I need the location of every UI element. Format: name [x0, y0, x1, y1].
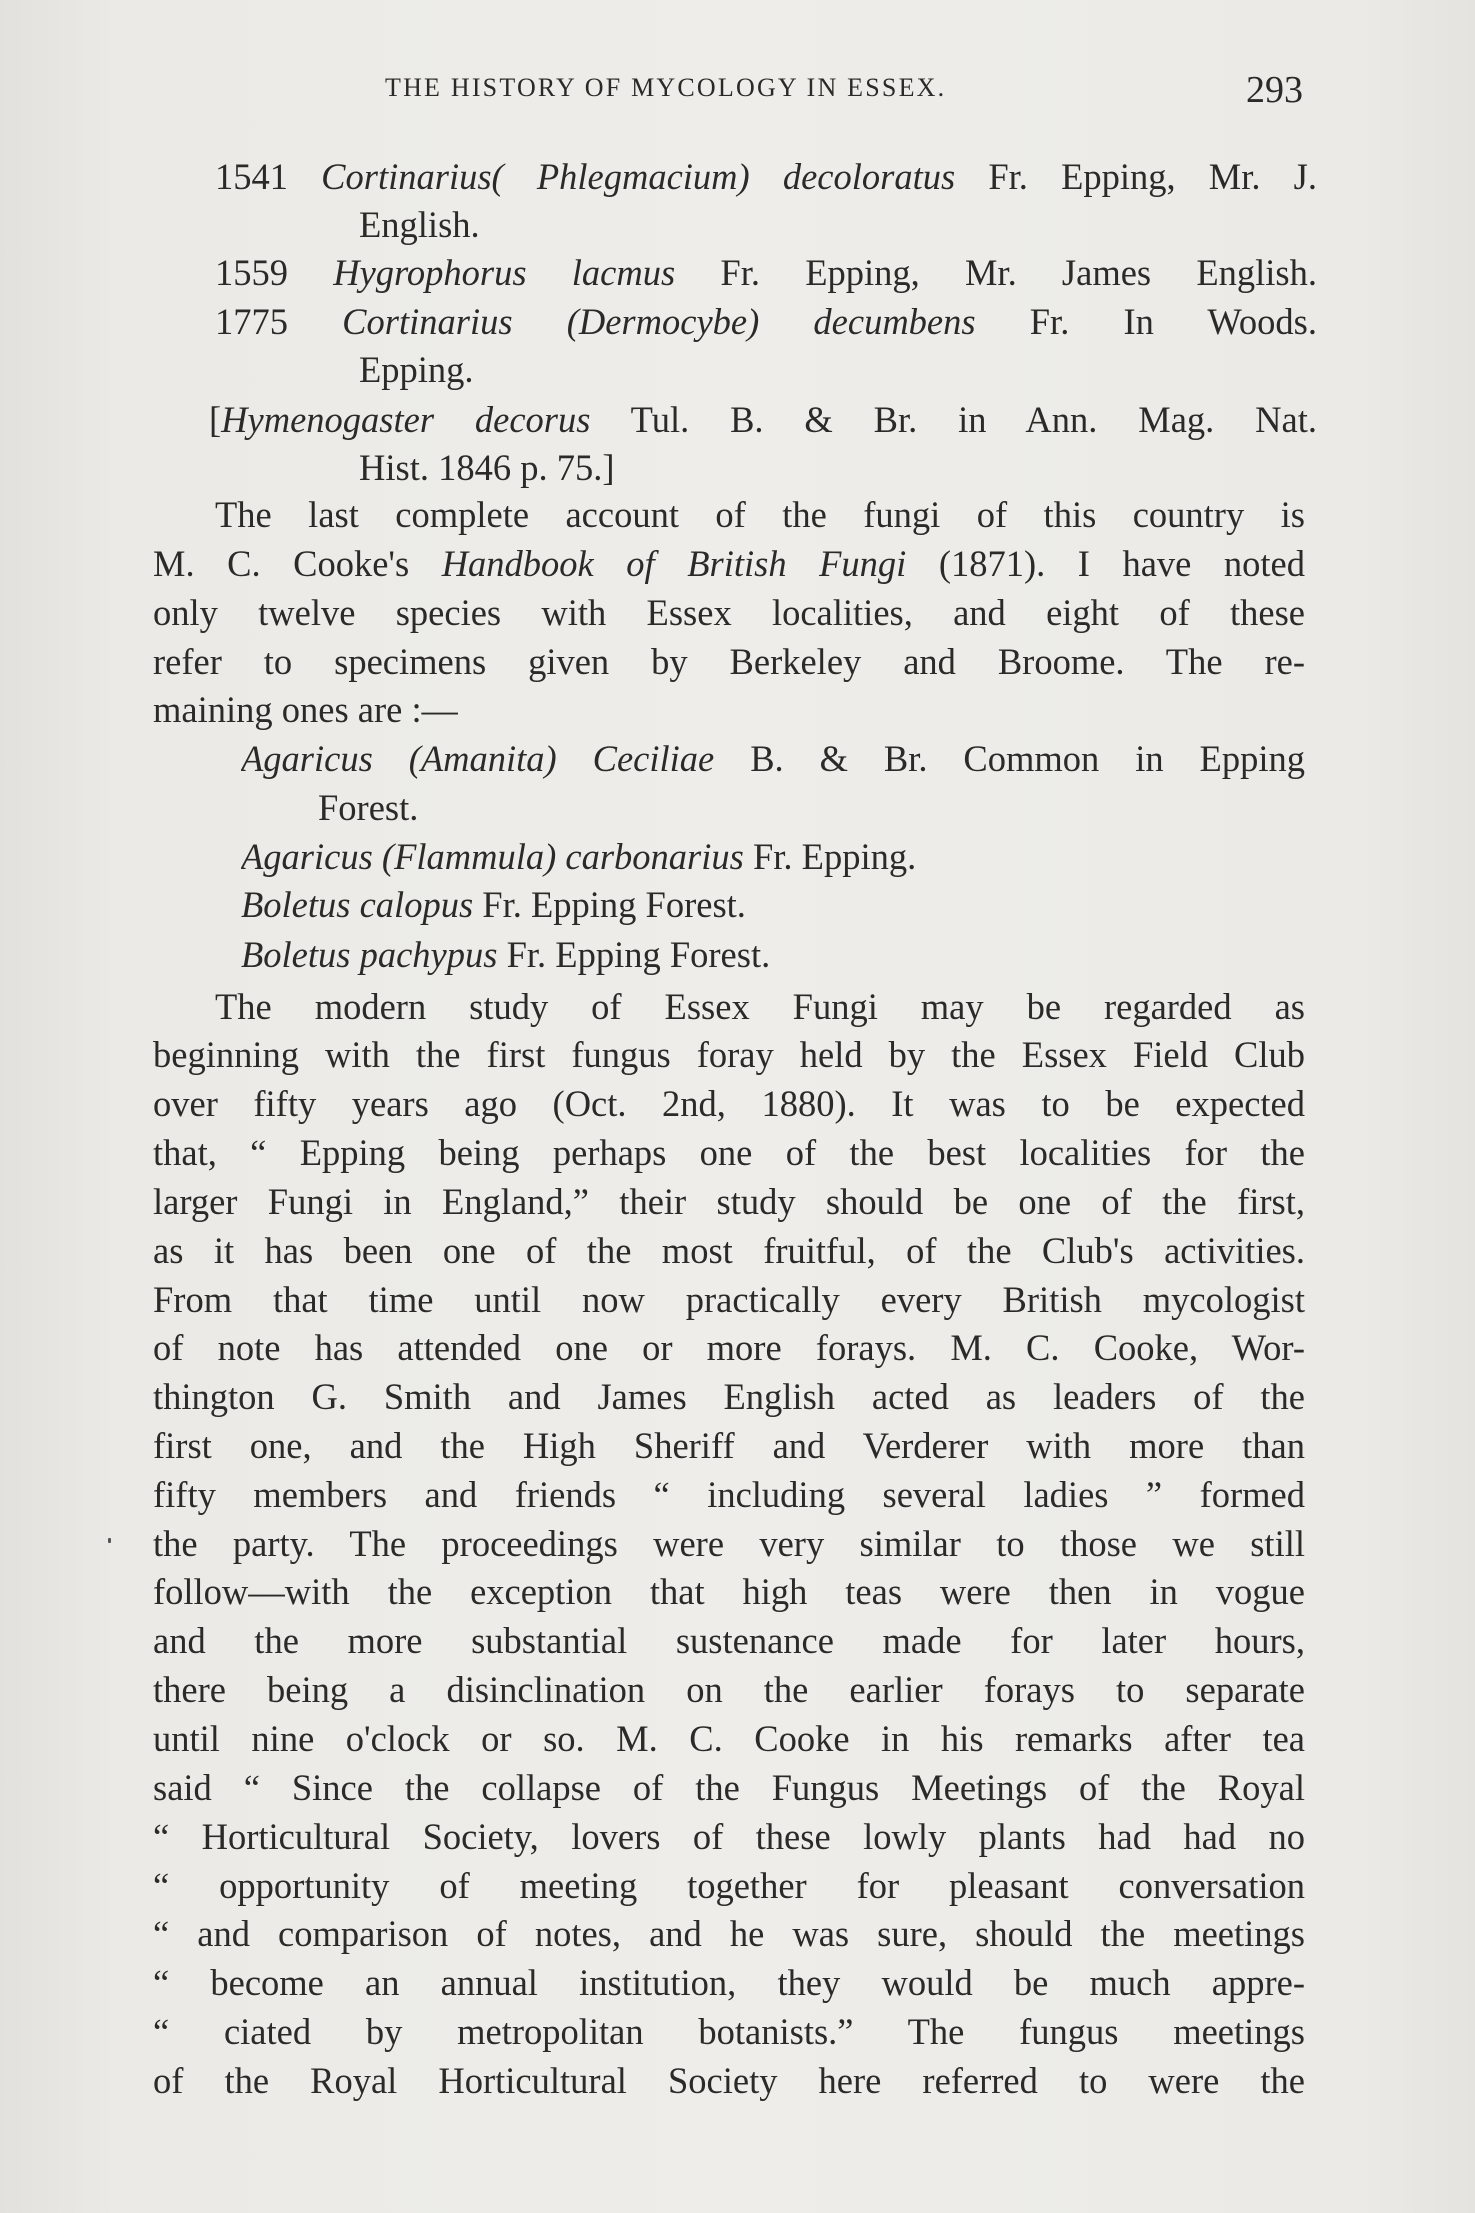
record-text: Fr. In Woods. [975, 301, 1317, 342]
paragraph-line: maining ones are :— [153, 689, 459, 730]
paragraph-line: over fifty years ago (Oct. 2nd, 1880). It was to be expected [153, 1083, 1305, 1124]
paragraph-line: “ become an annual institution, they would be much appre- [153, 1962, 1305, 2003]
species-text: Fr. Epping Forest. [473, 884, 746, 925]
paragraph-line: as it has been one of the most fruitful, of the Club's activities. [153, 1230, 1305, 1271]
species-line [241, 881, 746, 929]
record-number: 1559 [215, 252, 288, 293]
paragraph-line: said “ Since the collapse of the Fungus Meetings of the Royal [153, 1767, 1305, 1808]
species-name: Boletus pachypus [241, 934, 498, 975]
paragraph-line: The modern study of Essex Fungi may be regarded as [215, 986, 1305, 1027]
paragraph-line: only twelve species with Essex localities, and eight of these [153, 592, 1305, 633]
species-text: Fr. Epping Forest. [497, 934, 771, 975]
paragraph-line: of the Royal Horticultural Society here referred to were the [153, 2060, 1305, 2101]
species-continuation: Forest. [318, 787, 419, 828]
paragraph-line: first one, and the High Sheriff and Verderer with more than [153, 1425, 1305, 1466]
record-text: Fr. Epping, Mr. James English. [675, 252, 1317, 293]
species-name: Boletus calopus [241, 884, 474, 925]
record-line [215, 153, 1317, 201]
record-text: Fr. Epping, Mr. J. [955, 156, 1317, 197]
paragraph-line: larger Fungi in England,” their study should be one of the first, [153, 1181, 1305, 1222]
record-number: 1541 [215, 156, 288, 197]
paragraph-line: “ opportunity of meeting together for pleasant conversation [153, 1865, 1305, 1906]
record-line [215, 249, 1317, 297]
species-name: Agaricus (Flammula) carbonarius [241, 836, 744, 877]
species-line [241, 735, 1305, 783]
species-text: Fr. Epping. [743, 836, 917, 877]
record-continuation: Hist. 1846 p. 75.] [359, 447, 615, 488]
paragraph-line: From that time until now practically every British mycologist [153, 1279, 1305, 1320]
paragraph-line: “ and comparison of notes, and he was sure, should the meetings [153, 1913, 1305, 1954]
species-text: B. & Br. Common in Epping [714, 738, 1305, 779]
record-text: Tul. B. & Br. in Ann. Mag. Nat. [590, 399, 1317, 440]
ink-speck [108, 1538, 111, 1543]
paragraph-line: The last complete account of the fungi of this country is [215, 494, 1305, 535]
book-title: Handbook of British Fungi [441, 543, 907, 584]
paragraph-line: fifty members and friends “ including several ladies ” formed [153, 1474, 1305, 1515]
paragraph-line: there being a disinclination on the earlier forays to separate [153, 1669, 1305, 1710]
paragraph-line: beginning with the first fungus foray held by the Essex Field Club [153, 1034, 1305, 1075]
paragraph-line: until nine o'clock or so. M. C. Cooke in his remarks after tea [153, 1718, 1305, 1759]
paragraph-line: and the more substantial sustenance made for later hours, [153, 1620, 1305, 1661]
paragraph-line: thington G. Smith and James English acted as leaders of the [153, 1376, 1305, 1417]
record-continuation: Epping. [359, 349, 474, 390]
record-line [215, 298, 1317, 346]
species-line [241, 931, 770, 979]
record-number: 1775 [215, 301, 288, 342]
page-number: 293 [1246, 69, 1303, 111]
paragraph-line: of note has attended one or more forays. M. C. Cooke, Wor- [153, 1327, 1305, 1368]
running-title: THE HISTORY OF MYCOLOGY IN ESSEX. [385, 73, 947, 102]
paragraph-line: refer to specimens given by Berkeley and Broome. The re- [153, 641, 1305, 682]
paragraph-line: “ Horticultural Society, lovers of these lowly plants had had no [153, 1816, 1305, 1857]
paragraph-line: “ ciated by metropolitan botanists.” The fungus meetings [153, 2011, 1305, 2052]
paragraph-line: M. C. Cooke's Handbook of British Fungi (1871). I have noted [153, 543, 1305, 584]
species-name: Hygrophorus lacmus [333, 252, 676, 293]
species-line [241, 833, 916, 881]
record-continuation: English. [359, 204, 480, 245]
species-name: Cortinarius( Phlegmacium) decoloratus [321, 156, 956, 197]
record-line: [Hymenogaster decorus Tul. B. & Br. in Ann. Mag. Nat. [209, 399, 1317, 440]
species-name: Cortinarius (Dermocybe) decumbens [342, 301, 976, 342]
paragraph-line: that, “ Epping being perhaps one of the best localities for the [153, 1132, 1305, 1173]
paragraph-line: follow—with the exception that high teas were then in vogue [153, 1571, 1305, 1612]
species-name: Agaricus (Amanita) Ceciliae [241, 738, 715, 779]
species-name: Hymenogaster decorus [221, 399, 591, 440]
paragraph-line: the party. The proceedings were very similar to those we still [153, 1523, 1305, 1564]
